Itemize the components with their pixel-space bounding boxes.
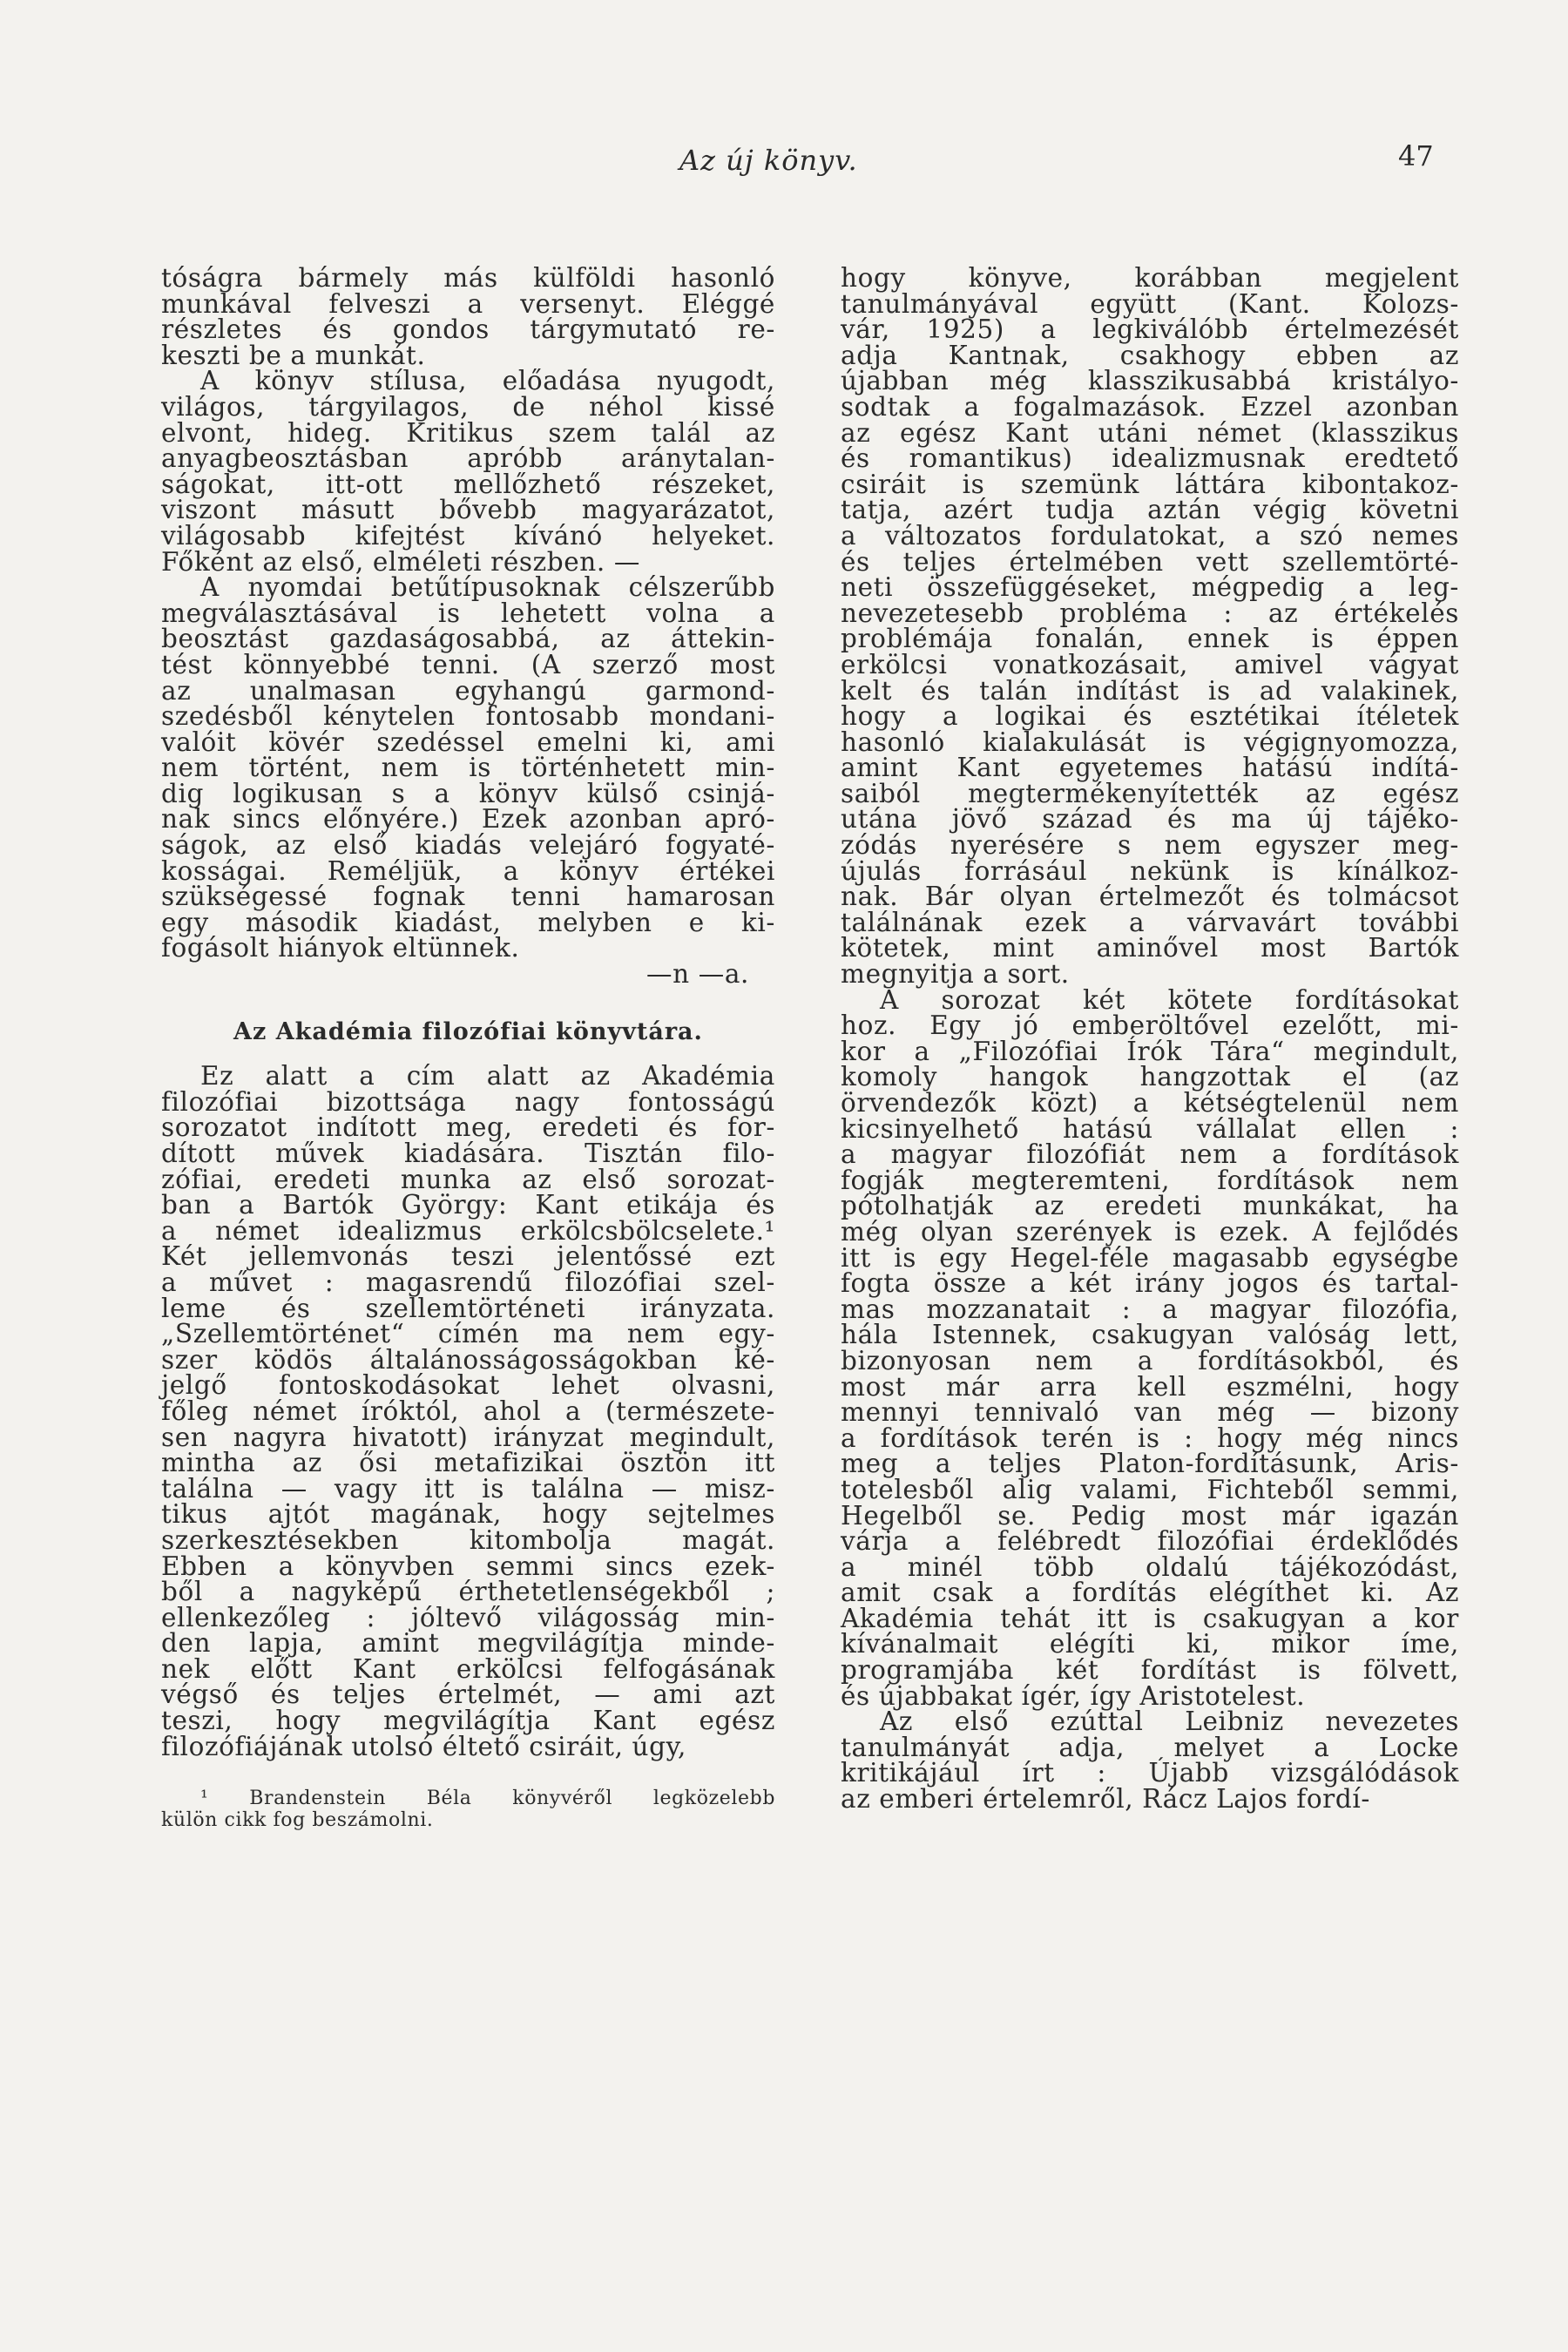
page-number: 47 (1398, 139, 1434, 172)
text-line: hoz. Egy jó emberöltővel ezelőtt, mi- (841, 1010, 1459, 1041)
text-line: hogy a logikai és esztétikai ítéletek (841, 701, 1459, 732)
text-line: vár, 1925) a legkiválóbb értelmezését (841, 314, 1459, 345)
text-line: és teljes értelmében vett szellemtörté- (841, 546, 1459, 577)
text-line: saiból megtermékenyítették az egész (841, 778, 1459, 808)
text-line: amit csak a fordítás elégíthet ki. Az (841, 1578, 1459, 1608)
text-line: komoly hangok hangzottak el (az (841, 1062, 1459, 1092)
text-line: mennyi tennivaló van még — bizony (841, 1397, 1459, 1428)
text-line: szükségessé fognak tenni hamarosan (161, 882, 775, 912)
text-line: kicsinyelhető hatású vállalat ellen : (841, 1113, 1459, 1144)
footnote (161, 1788, 775, 1831)
text-line: mas mozzanatait : a magyar filozófia, (841, 1294, 1459, 1324)
text-line: az unalmasan egyhangú garmond- (161, 675, 775, 706)
review-text (161, 263, 775, 963)
text-line: hasonló kialakulását is végignyomozza, (841, 727, 1459, 757)
text-line: hogy könyve, korábban megjelent (841, 263, 1459, 293)
text-line: fogta össze a két irány jogos és tartal- (841, 1268, 1459, 1299)
running-title: Az új könyv. (679, 144, 858, 177)
text-line: viszont másutt bővebb magyarázatot, (161, 495, 775, 525)
text-line: neti összefüggéseket, mégpedig a leg- (841, 572, 1459, 603)
section-text (161, 1061, 775, 1761)
text-line: kor a „Filozófiai Írók Tára“ megindult, (841, 1036, 1459, 1066)
text-line: az egész Kant utáni német (klasszikus (841, 417, 1459, 448)
text-line: dított művek kiadására. Tisztán filo- (161, 1139, 775, 1168)
text-line: egy második kiadást, melyben e ki- (161, 907, 775, 937)
text-line: kritikájául írt : Újabb vizsgálódások (841, 1758, 1459, 1788)
text-line: mintha az ősi metafizikai ösztön itt (161, 1448, 775, 1478)
right-text-continued (841, 263, 1459, 990)
text-line: Akadémia tehát itt is csakugyan a kor (841, 1603, 1459, 1633)
text-line: itt is egy Hegel-féle magasabb egységbe (841, 1242, 1459, 1273)
text-line: sodtak a fogalmazások. Ezzel azonban (841, 391, 1459, 422)
text-line: beosztást gazdaságosabbá, az áttekin- (161, 624, 775, 654)
text-line: leme és szellemtörténeti irányzata. (161, 1293, 775, 1323)
text-line: találnának ezek a várvavárt további (841, 907, 1459, 937)
text-line: sorozatot indított meg, eredeti és for- (161, 1112, 775, 1143)
text-line: ságok, az első kiadás velejáró fogyaté- (161, 830, 775, 861)
text-line: részletes és gondos tárgymutató re- (161, 314, 775, 345)
text-line: Főként az első, elméleti részben. — (161, 546, 640, 577)
text-line: még olyan szerények is ezek. A fejlődés (841, 1216, 1459, 1247)
text-line: kelt és talán indítást is ad valakinek, (841, 675, 1459, 706)
text-line: ből a nagyképű érthetetlenségekből ; (161, 1577, 775, 1607)
text-line: és romantikus) idealizmusnak eredtető (841, 443, 1459, 474)
text-line: amint Kant egyetemes hatású indítá- (841, 753, 1459, 783)
text-line: sen nagyra hivatott) irányzat megindult, (161, 1422, 775, 1452)
text-line: kosságai. Reméljük, a könyv értékei (161, 855, 775, 886)
text-line: külön cikk fog beszámolni. (161, 1809, 434, 1832)
text-line: A könyv stílusa, előadása nyugodt, (200, 366, 775, 396)
right-column (841, 263, 1459, 1815)
text-line: Ebben a könyvben semmi sincs ezek- (161, 1551, 775, 1581)
text-line: elvont, hideg. Kritikus szem talál az (161, 417, 775, 448)
text-line: ban a Bartók György: Kant etikája és (161, 1190, 775, 1220)
text-line: örvendezők közt) a kétségtelenül nem (841, 1088, 1459, 1118)
text-line: adja Kantnak, csakhogy ebben az (841, 340, 1459, 370)
right-text-series (841, 984, 1459, 1815)
text-line: „Szellemtörténet“ címén ma nem egy- (161, 1319, 775, 1349)
text-line: ¹ Brandenstein Béla könyvéről legközelebb (200, 1788, 775, 1810)
left-column (161, 263, 775, 1832)
text-line: szer ködös általánosságosságokban ké- (161, 1344, 775, 1375)
text-line: den lapja, amint megvilágítja minde- (161, 1628, 775, 1659)
text-line: világosabb kifejtést kívánó helyeket. (161, 520, 775, 551)
text-line: a magyar filozófiát nem a fordítások (841, 1139, 1459, 1170)
text-line: a minél több oldalú tájékozódást, (841, 1551, 1459, 1582)
text-line: a művet : magasrendű filozófiai szel- (161, 1267, 775, 1297)
text-line: Hegelből se. Pedig most már igazán (841, 1500, 1459, 1531)
text-line: valóit kövér szedéssel emelni ki, ami (161, 727, 775, 757)
text-line: Az első ezúttal Leibniz nevezetes (880, 1707, 1459, 1737)
text-line: szedésből kénytelen fontosabb mondani- (161, 701, 775, 732)
text-line: filozófiai bizottsága nagy fontosságú (161, 1086, 775, 1117)
text-line: problémája fonalán, ennek is éppen (841, 624, 1459, 654)
text-line: erkölcsi vonatkozásait, amivel vágyat (841, 649, 1459, 679)
text-line: nevezetesebb probléma : az értékelés (841, 598, 1459, 628)
text-line: fogják megteremteni, fordítások nem (841, 1165, 1459, 1195)
text-line: ellenkezőleg : jóltevő világosság min- (161, 1602, 775, 1632)
text-line: nak sincs előnyére.) Ezek azonban apró- (161, 804, 775, 835)
text-line: bizonyosan nem a fordításokból, és (841, 1345, 1459, 1375)
text-line: teszi, hogy megvilágítja Kant egész (161, 1706, 775, 1736)
text-line: várja a felébredt filozófiai érdeklődés (841, 1526, 1459, 1557)
text-line: tanulmányával együtt (Kant. Kolozs- (841, 288, 1459, 319)
text-line: jelgő fontoskodásokat lehet olvasni, (161, 1370, 775, 1401)
text-line: most már arra kell eszmélni, hogy (841, 1371, 1459, 1402)
text-line: anyagbeosztásban apróbb aránytalan- (161, 443, 775, 474)
text-line: újulás forrásául nekünk is kínálkoz- (841, 855, 1459, 886)
signature: —n —a. (646, 959, 749, 990)
text-line: végső és teljes értelmét, — ami azt (161, 1680, 775, 1710)
text-line: fogásolt hiányok eltünnek. (161, 933, 520, 963)
text-line: megválasztásával is lehetett volna a (161, 598, 775, 628)
text-line: totelesből alig valami, Fichteből semmi, (841, 1474, 1459, 1504)
text-line: világos, tárgyilagos, de néhol kissé (161, 391, 775, 422)
text-line: újabban még klasszikusabbá kristályo- (841, 366, 1459, 396)
text-line: tést könnyebbé tenni. (A szerző most (161, 649, 775, 679)
text-line: és újabbakat ígér, így Aristotelest. (841, 1680, 1306, 1711)
text-line: hála Istennek, csakugyan valóság lett, (841, 1320, 1459, 1350)
text-line: meg a teljes Platon-fordításunk, Aris- (841, 1449, 1459, 1479)
text-line: nak. Bár olyan értelmezőt és tolmácsot (841, 882, 1459, 912)
text-line: a német idealizmus erkölcsbölcselete.¹ (161, 1215, 775, 1246)
text-line: utána jövő század és ma új tájéko- (841, 804, 1459, 835)
text-line: kívánalmait elégíti ki, mikor íme, (841, 1629, 1459, 1659)
text-line: filozófiájának utolsó éltető csiráit, úgy, (161, 1731, 686, 1761)
text-line: a változatos fordulatokat, a szó nemes (841, 520, 1459, 551)
text-line: A nyomdai betűtípusoknak célszerűbb (200, 572, 775, 603)
text-line: dig logikusan s a könyv külső csinjá- (161, 778, 775, 808)
text-line: Két jellemvonás teszi jelentőssé ezt (161, 1241, 775, 1272)
text-line: tóságra bármely más külföldi hasonló (161, 263, 775, 293)
text-line: ságokat, itt-ott mellőzhető részeket, (161, 469, 775, 499)
text-line: keszti be a munkát. (161, 340, 426, 370)
section-title: Az Akadémia filozófiai könyvtára. (233, 1017, 703, 1045)
text-line: nem történt, nem is történhetett min- (161, 753, 775, 783)
text-line: főleg német íróktól, ahol a (természete- (161, 1396, 775, 1426)
text-line: találna — vagy itt is találna — misz- (161, 1473, 775, 1504)
text-line: zódás nyerésére s nem egyszer meg- (841, 830, 1459, 861)
text-line: tanulmányát adja, melyet a Locke (841, 1732, 1459, 1762)
text-line: a fordítások terén is : hogy még nincs (841, 1423, 1459, 1453)
text-line: szerkesztésekben kitombolja magát. (161, 1524, 775, 1555)
text-line: Ez alatt a cím alatt az Akadémia (200, 1061, 775, 1092)
text-line: megnyitja a sort. (841, 959, 1070, 990)
text-line: tikus ajtót magának, hogy sejtelmes (161, 1499, 775, 1530)
text-line: programjába két fordítást is fölvett, (841, 1655, 1459, 1686)
text-line: zófiai, eredeti munka az első sorozat- (161, 1164, 775, 1194)
text-line: A sorozat két kötete fordításokat (880, 984, 1459, 1015)
text-line: pótolhatják az eredeti munkákat, ha (841, 1191, 1459, 1221)
text-line: kötetek, mint aminővel most Bartók (841, 933, 1459, 963)
text-line: tatja, azért tudja aztán végig követni (841, 495, 1459, 525)
text-line: az emberi értelemről, Rácz Lajos fordí- (841, 1784, 1370, 1815)
text-line: munkával felveszi a versenyt. Eléggé (161, 288, 775, 319)
text-line: nek előtt Kant erkölcsi felfogásának (161, 1653, 775, 1684)
text-line: csiráit is szemünk láttára kibontakoz- (841, 469, 1459, 499)
